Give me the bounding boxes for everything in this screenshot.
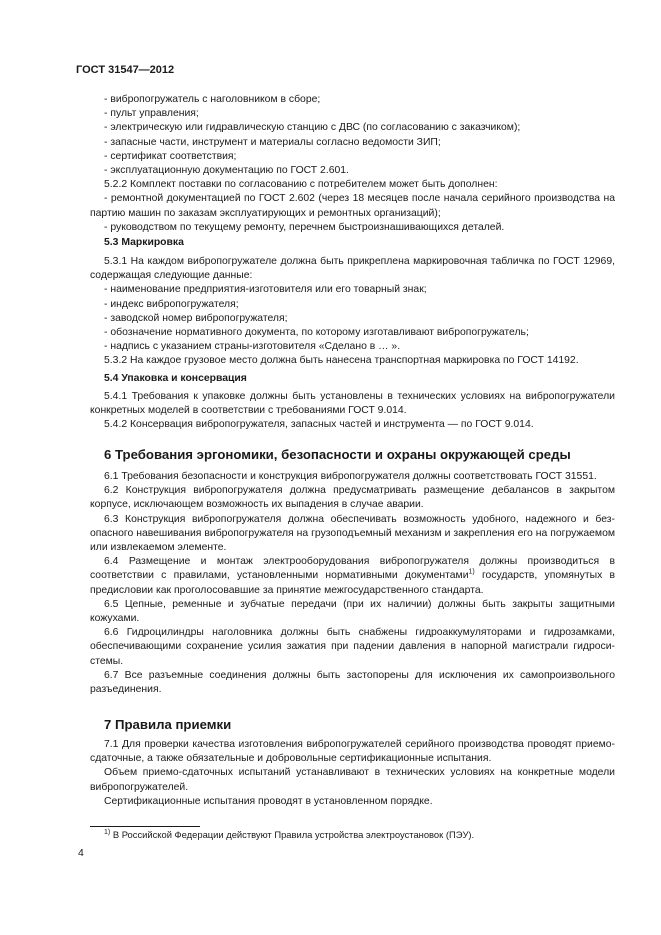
footnote-divider xyxy=(90,826,200,827)
list-item: - сертификат соответствия; xyxy=(104,150,237,162)
list-item: - электрическую или гидравлическую станцию с ДВС (по согласованию с заказчиком); xyxy=(104,122,521,134)
list-item: - наименование предприятия-изготовителя или его товарный знак; xyxy=(104,284,427,296)
paragraph-5-3-1: 5.3.1 На каждом вибропогружателе должна быть прикреплена маркировочная табличка по ГОСТ 12969, содержащая следующие данные: xyxy=(90,256,615,282)
paragraph-7-1-certification: Сертификационные испытания проводят в установленном порядке. xyxy=(104,795,433,807)
section-7-heading: 7 Правила приемки xyxy=(104,717,232,732)
section-6 xyxy=(90,470,615,697)
paragraph-5-4-2: 5.4.2 Консервация вибропогружателя, запасных частей и инструмента — по ГОСТ 9.014. xyxy=(104,419,534,431)
page-number: 4 xyxy=(78,848,84,859)
section-5-3 xyxy=(90,255,615,369)
paragraph-5-2-2: 5.2.2 Комплект поставки по согласованию с потребителем может быть дополнен: xyxy=(104,179,498,191)
footnote xyxy=(104,829,474,841)
section-7 xyxy=(90,738,615,809)
footnote-mark: 1) xyxy=(104,828,111,836)
paragraph-5-3-2: 5.3.2 На каждое грузовое место должна быть нанесена транспортная маркировка по ГОСТ 14192. xyxy=(104,355,579,367)
section-6-heading: 6 Требования эргономики, безопасности и охраны окружающей среды xyxy=(104,447,571,462)
delivery-list xyxy=(90,93,615,235)
paragraph-6-6: 6.6 Гидроцилиндры наголовника должны быть снабжены гидроаккумуляторами и гидрозамками, обеспечивающими сохранение усилия зажатия при падении давления в напорной магистрали гидросистемы. xyxy=(90,627,615,667)
paragraph-6-3: 6.3 Конструкция вибропогружателя должна обеспечивать возможность удобного, надежного и безопасного навешивания вибропогружателя на грузоподъемный механизм и закрепления его на погружаемом или извлекаемом элементе. xyxy=(90,513,615,554)
paragraph-5-4-1: 5.4.1 Требования к упаковке должны быть установлены в технических условиях на вибропогружатели конкретных моделей в соответствии с требованиями ГОСТ 9.014. xyxy=(90,391,615,417)
list-item: - пульт управления; xyxy=(104,108,199,120)
paragraph-6-5: 6.5 Цепные, ременные и зубчатые передачи (при их наличии) должны быть закрыты защитными кожухами. xyxy=(90,598,615,625)
document-code-header: ГОСТ 31547—2012 xyxy=(76,64,175,76)
paragraph-7-1-volume: Объем приемо-сдаточных испытаний устанавливают в технических условиях на конкретные модели вибропогружателей. xyxy=(90,767,615,793)
list-item: - вибропогружатель с наголовником в сборе; xyxy=(104,94,321,105)
list-item: - индекс вибропогружателя; xyxy=(104,298,239,310)
list-item: - руководством по текущему ремонту, перечнем быстроизнашивающихся деталей. xyxy=(104,221,505,233)
section-5-4 xyxy=(90,390,615,433)
paragraph-6-7: 6.7 Все разъемные соединения должны быть застопорены для исключения их самопроизвольного разъединения. xyxy=(90,669,615,696)
list-item: - обозначение нормативного документа, по которому изготавливают вибропогружатель; xyxy=(104,327,529,339)
list-item: - эксплуатационную документацию по ГОСТ 2.601. xyxy=(104,165,349,177)
paragraph-7-1: 7.1 Для проверки качества изготовления вибропогружателей серийного производства проводят приемо-сдаточные, а также обязательные и добровольные сертификационные испытания. xyxy=(90,739,615,765)
footnote-text: В Российской Федерации действуют Правила устройства электроустановок (ПЭУ). xyxy=(110,829,475,840)
footnote-reference: 1) xyxy=(468,568,475,576)
paragraph-6-4-text: 6.4 Размещение и монтаж электрооборудования вибропогружателя должны производиться в соответствии с правилами, установленными нормативными документами xyxy=(90,556,615,582)
list-item: - ремонтной документацией по ГОСТ 2.602 (через 18 месяцев после начала серийного производства на партию машин по заказам эксплуатирующих и ремонтных организаций); xyxy=(90,193,615,219)
section-5-3-heading: 5.3 Маркировка xyxy=(104,237,184,248)
paragraph-6-1: 6.1 Требования безопасности и конструкция вибропогружателя должны соответствовать ГОСТ 31551. xyxy=(104,471,597,482)
paragraph-6-2: 6.2 Конструкция вибропогружателя должна предусматривать размещение дебалансов в закрытом корпусе, исключающем возможность их выпадения в случае аварии. xyxy=(90,485,615,511)
list-item: - запасные части, инструмент и материалы согласно ведомости ЗИП; xyxy=(104,136,441,148)
paragraph-6-4 xyxy=(90,555,615,598)
paragraph-6-4-text-cont: государств, упомянутых в предисловии как проголосовавшие за принятие межгосударственного стандарта. xyxy=(90,570,615,596)
list-item: - заводской номер вибропогружателя; xyxy=(104,312,288,324)
section-5-4-heading: 5.4 Упаковка и консервация xyxy=(104,373,247,384)
list-item: - надпись с указанием страны-изготовителя «Сделано в … ». xyxy=(104,341,401,353)
